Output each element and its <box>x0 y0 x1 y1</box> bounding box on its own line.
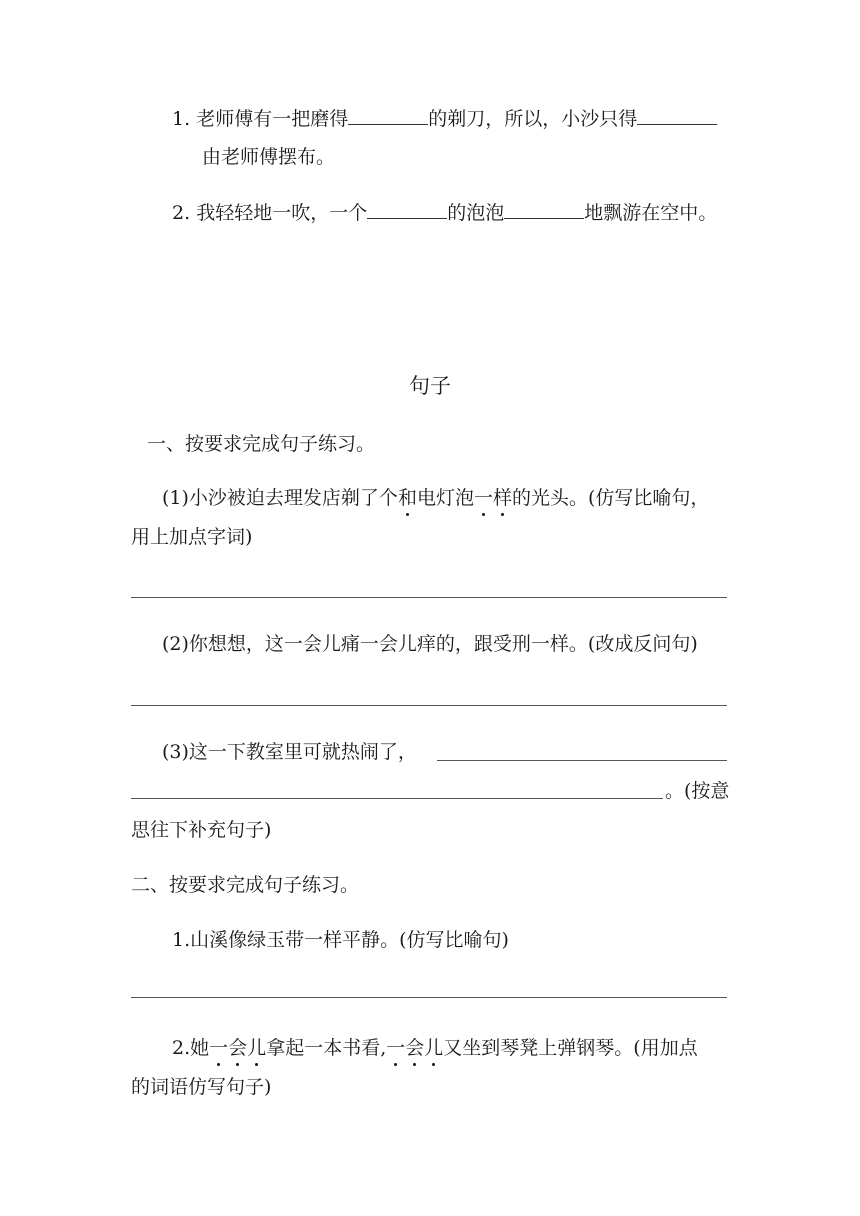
question-number: 1. <box>172 108 191 130</box>
answer-line[interactable] <box>131 705 727 706</box>
item-text: 电灯泡 <box>416 487 474 509</box>
dotted-char: 儿 <box>424 1037 444 1059</box>
question-text: 的泡泡 <box>447 202 505 224</box>
exercise-1-3-continued: 思往下补充句子) <box>131 819 272 841</box>
exercise-2-2-continued: 的词语仿写句子) <box>131 1076 272 1098</box>
dotted-char: 和 <box>397 487 417 509</box>
item-number: (3) <box>162 741 189 763</box>
answer-line[interactable] <box>131 798 663 799</box>
answer-blank[interactable] <box>504 200 584 219</box>
section-2-heading: 二、按要求完成句子练习。 <box>131 874 360 896</box>
dotted-char: 会 <box>405 1037 425 1059</box>
item-text: 又坐到琴凳上弹钢琴。(用加点 <box>443 1037 698 1059</box>
dotted-char: 一 <box>209 1037 229 1059</box>
section-1-heading: 一、按要求完成句子练习。 <box>147 433 376 455</box>
answer-line[interactable] <box>437 760 727 761</box>
exercise-1-3-tail: 。(按意 <box>665 780 730 802</box>
item-text: 的光头。(仿写比喻句， <box>512 487 710 509</box>
item-number: (1) <box>162 487 189 509</box>
item-number: (2) <box>162 633 189 655</box>
item-text: 拿起一本书看, <box>266 1037 387 1059</box>
dotted-char: 会 <box>228 1037 248 1059</box>
exercise-1-3 <box>162 740 417 764</box>
item-text: 你想想，这一会儿痛一会儿痒的，跟受刑一样。(改成反问句) <box>188 633 698 655</box>
question-number: 2. <box>172 202 191 224</box>
answer-line[interactable] <box>131 597 727 598</box>
question-text: 的剃刀，所以，小沙只得 <box>428 108 638 130</box>
item-number: 2. <box>172 1037 191 1059</box>
answer-blank[interactable] <box>367 200 447 219</box>
answer-blank[interactable] <box>348 106 428 125</box>
exercise-2-2 <box>172 1036 698 1060</box>
exercise-1-2 <box>162 632 698 656</box>
dotted-char: 一 <box>386 1037 406 1059</box>
item-text: 这一下教室里可就热闹了， <box>188 741 417 763</box>
item-text: 她 <box>190 1037 210 1059</box>
answer-line[interactable] <box>131 997 727 998</box>
dotted-char: 样 <box>492 487 512 509</box>
exercise-1-1-continued: 用上加点字词) <box>131 526 253 548</box>
dotted-char: 儿 <box>247 1037 267 1059</box>
question-1 <box>172 106 717 131</box>
question-text: 地飘游在空中。 <box>584 202 718 224</box>
question-text: 我轻轻地一吹，一个 <box>196 202 368 224</box>
item-text: 小沙被迫去理发店剃了个 <box>188 487 398 509</box>
answer-blank[interactable] <box>637 106 717 125</box>
item-number: 1. <box>172 929 191 951</box>
item-text: 山溪像绿玉带一样平静。(仿写比喻句) <box>190 929 509 951</box>
question-text: 老师傅有一把磨得 <box>196 108 349 130</box>
section-title: 句子 <box>409 374 451 398</box>
exercise-2-1 <box>172 928 509 952</box>
dotted-char: 一 <box>473 487 493 509</box>
question-1-continued: 由老师傅摆布。 <box>202 146 336 168</box>
question-2 <box>172 200 717 225</box>
exercise-1-1 <box>162 486 709 510</box>
